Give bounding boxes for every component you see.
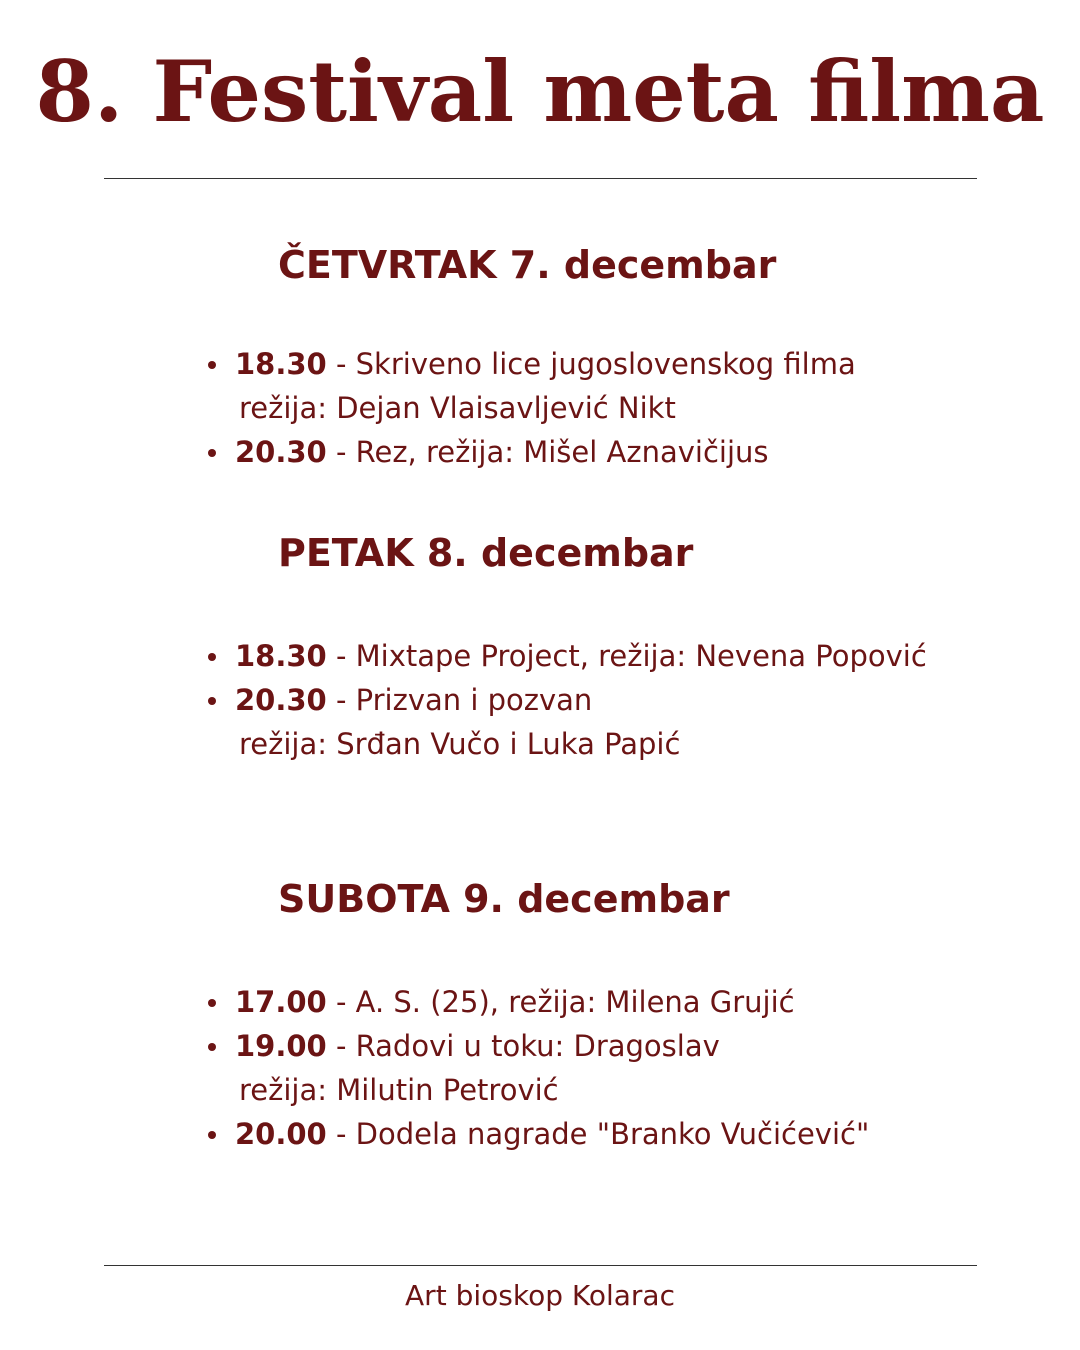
screening-director: režija: Srđan Vučo i Luka Papić xyxy=(239,727,681,761)
screening-title: - Skriveno lice jugoslovenskog filma xyxy=(326,347,856,381)
bullet-icon xyxy=(208,697,216,705)
screening-time: 17.00 xyxy=(235,985,327,1019)
top-divider xyxy=(104,178,977,179)
list-item xyxy=(200,342,960,430)
list-item xyxy=(200,1112,960,1156)
day-heading-friday: PETAK 8. decembar xyxy=(278,531,694,575)
screening-title: - Radovi u toku: Dragoslav xyxy=(326,1029,720,1063)
bottom-divider xyxy=(104,1265,977,1266)
schedule-list-saturday xyxy=(200,980,960,1156)
venue-name: Art bioskop Kolarac xyxy=(405,1279,675,1312)
bullet-icon xyxy=(208,999,216,1007)
day-heading-thursday: ČETVRTAK 7. decembar xyxy=(278,243,777,287)
screening-director: režija: Dejan Vlaisavljević Nikt xyxy=(239,391,676,425)
list-item xyxy=(200,1024,960,1112)
screening-title: - Rez, režija: Mišel Aznavičijus xyxy=(326,435,769,469)
bullet-icon xyxy=(208,1043,216,1051)
bullet-icon xyxy=(208,361,216,369)
bullet-icon xyxy=(208,449,216,457)
screening-title: - A. S. (25), režija: Milena Grujić xyxy=(326,985,795,1019)
bullet-icon xyxy=(208,653,216,661)
schedule-list-friday xyxy=(200,634,960,766)
screening-title: - Mixtape Project, režija: Nevena Popović xyxy=(326,639,927,673)
page-title: 8. Festival meta filma xyxy=(35,42,1045,141)
day-heading-saturday: SUBOTA 9. decembar xyxy=(278,877,730,921)
screening-director: režija: Milutin Petrović xyxy=(239,1073,559,1107)
screening-time: 20.30 xyxy=(235,435,327,469)
bullet-icon xyxy=(208,1131,216,1139)
list-item xyxy=(200,430,960,474)
list-item xyxy=(200,634,960,678)
schedule-list-thursday xyxy=(200,342,960,474)
screening-time: 20.00 xyxy=(235,1117,327,1151)
screening-time: 18.30 xyxy=(235,347,327,381)
list-item xyxy=(200,678,960,766)
screening-time: 18.30 xyxy=(235,639,327,673)
screening-title: - Dodela nagrade "Branko Vučićević" xyxy=(326,1117,870,1151)
screening-time: 20.30 xyxy=(235,683,327,717)
list-item xyxy=(200,980,960,1024)
screening-time: 19.00 xyxy=(235,1029,327,1063)
screening-title: - Prizvan i pozvan xyxy=(326,683,593,717)
